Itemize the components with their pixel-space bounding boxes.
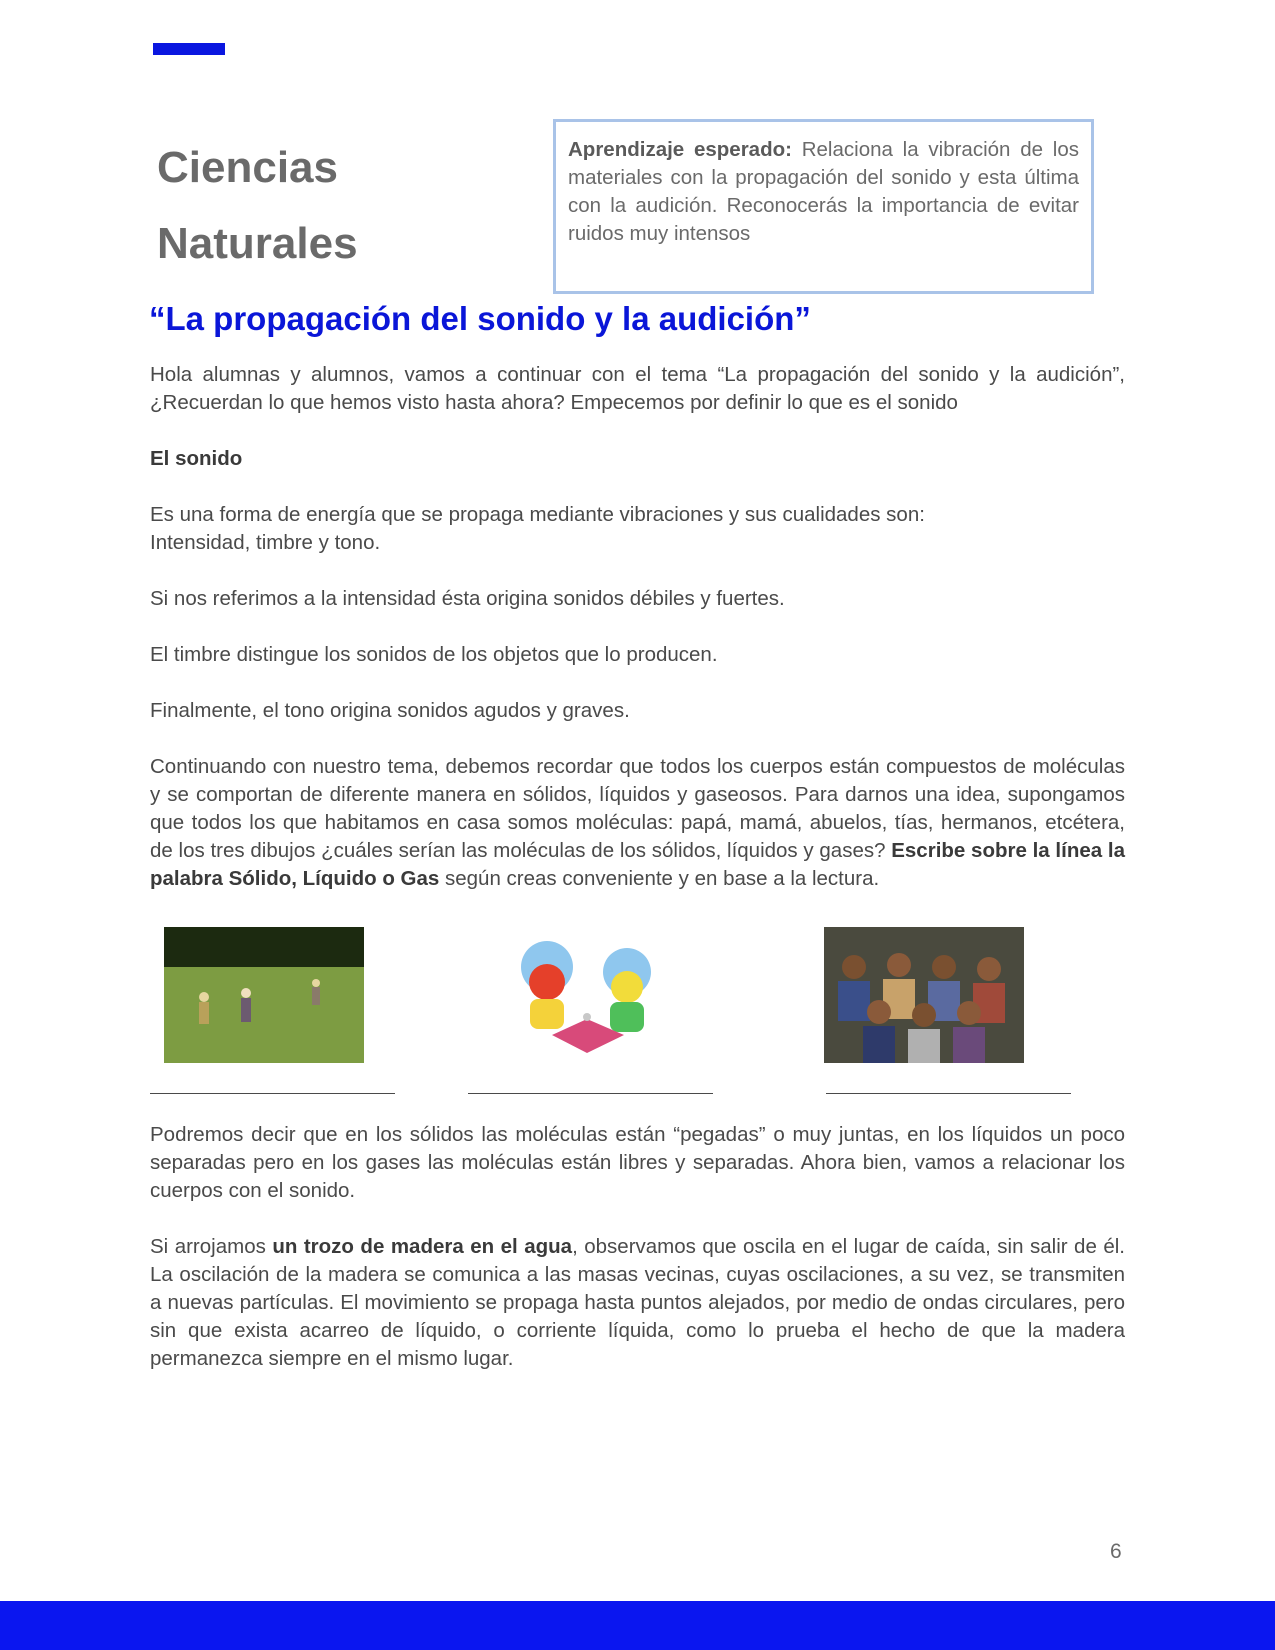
answer-line-3[interactable]: [826, 1093, 1071, 1094]
sound-heading-paragraph: [150, 445, 1125, 473]
molecules-text-a: Continuando con nuestro tema, debemos recordar que todos los cuerpos están compuestos de moléculas y se comportan de diferente manera en sólidos, líquidos y gaseosos. Para darnos una idea, supongamos que todos los que habitamos en casa somos moléculas: papá, mamá, abuelos, tías, hermanos, etcétera, de los tres dibujos ¿cuáles serían las moléculas de los sólidos, líquidos y gases?: [150, 755, 1125, 862]
sound-heading: El sonido: [150, 447, 243, 470]
cartoon-characters-image: [502, 927, 672, 1063]
states-paragraph: Podremos decir que en los sólidos las moléculas están “pegadas” o muy juntas, en los líquidos un poco separadas pero en los gases las moléculas están libres y separadas. Ahora bien, vamos a relacionar los cuerpos con el sonido.: [150, 1123, 1125, 1202]
group-of-children-image: [824, 927, 1024, 1063]
wood-text-a: Si arrojamos: [150, 1235, 273, 1258]
objective-text: Relaciona la vibración de los materiales con la propagación del sonido y esta última con la audición. Reconocerás la importancia de evitar ruidos muy intensos: [568, 138, 1079, 245]
intensity-paragraph: Si nos referimos a la intensidad ésta origina sonidos débiles y fuertes.: [150, 587, 785, 610]
states-images-row: [150, 921, 1125, 1121]
answer-line-2[interactable]: [468, 1093, 713, 1094]
children-playing-field-image: [164, 927, 364, 1063]
lesson-content: [150, 361, 1125, 1401]
lesson-title: “La propagación del sonido y la audición”: [149, 300, 811, 337]
definition-line-1: Es una forma de energía que se propaga mediante vibraciones y sus cualidades son:: [150, 503, 925, 526]
molecules-instruction: Escribe sobre la línea la palabra Sólido, Líquido o Gas: [150, 839, 1125, 890]
subject-line-2: Naturales: [157, 219, 358, 268]
subject-title: [157, 130, 358, 282]
wood-text-b: , observamos que oscila en el lugar de caída, sin salir de él. La oscilación de la madera se comunica a las masas vecinas, cuyas oscilaciones, a su vez, se transmiten a nuevas partículas. El movimiento se propaga hasta puntos alejados, por medio de ondas circulares, pero sin que exista acarreo de líquido, o corriente líquida, como lo prueba el hecho de que la madera permanezca siempre en el mismo lugar.: [150, 1235, 1125, 1370]
subject-line-1: Ciencias: [157, 143, 338, 192]
learning-objective-box: [553, 119, 1094, 294]
objective-label: Aprendizaje esperado:: [568, 138, 792, 161]
molecules-paragraph: [150, 753, 1125, 893]
answer-line-1[interactable]: [150, 1093, 395, 1094]
molecules-text-b: según creas conveniente y en base a la lectura.: [439, 867, 880, 890]
timbre-paragraph: El timbre distingue los sonidos de los objetos que lo producen.: [150, 643, 718, 666]
definition-paragraph: [150, 501, 1125, 557]
tone-paragraph: Finalmente, el tono origina sonidos agudos y graves.: [150, 699, 630, 722]
wood-emphasis: un trozo de madera en el agua: [272, 1235, 573, 1258]
definition-line-2: Intensidad, timbre y tono.: [150, 531, 381, 554]
intro-paragraph: Hola alumnas y alumnos, vamos a continuar con el tema “La propagación del sonido y la audición”, ¿Recuerdan lo que hemos visto hasta ahora? Empecemos por definir lo que es el sonido: [150, 363, 1125, 414]
top-accent-bar: [153, 43, 225, 55]
wood-paragraph: [150, 1233, 1125, 1373]
page-number: 6: [1110, 1540, 1122, 1563]
bottom-accent-bar: [0, 1601, 1275, 1650]
